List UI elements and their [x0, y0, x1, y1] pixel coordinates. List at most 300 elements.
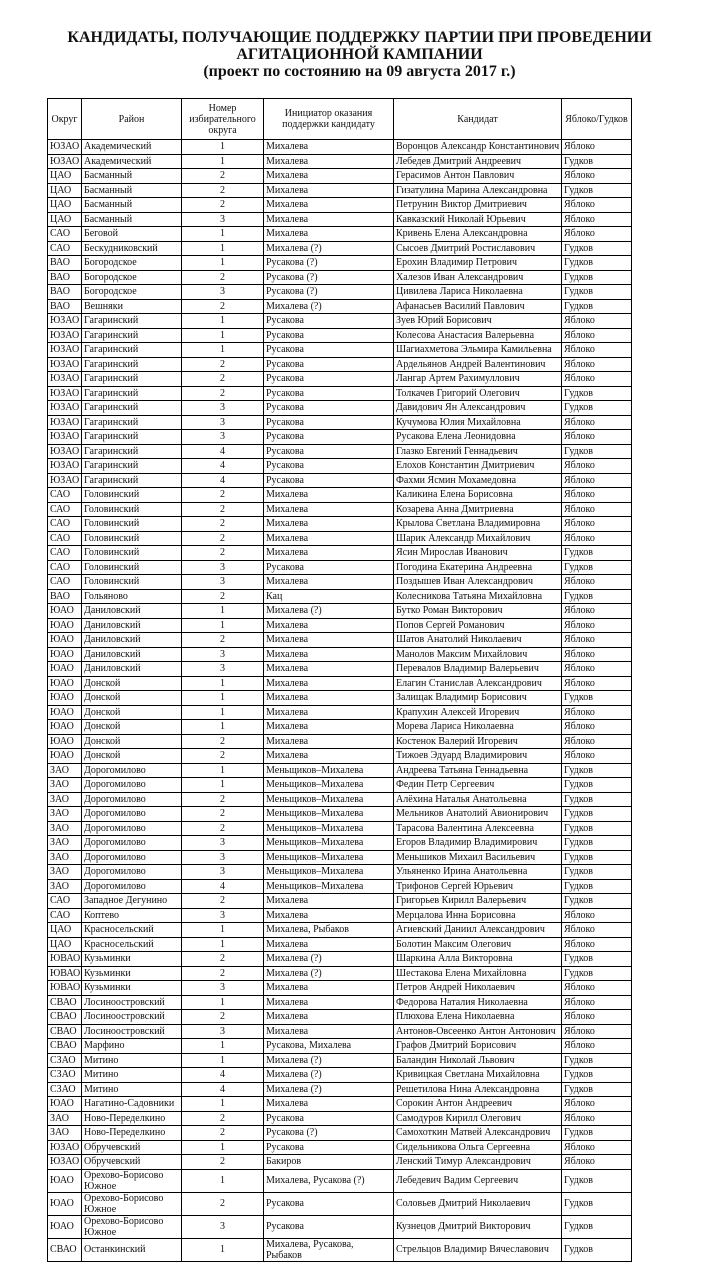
cell-okrug: ЦАО — [48, 923, 82, 938]
cell-okrug: ЮАО — [48, 1215, 82, 1238]
cell-okrug: ЮАО — [48, 734, 82, 749]
cell-nomer: 2 — [182, 488, 264, 503]
cell-okrug: САО — [48, 546, 82, 561]
cell-initiator: Михалева — [264, 575, 394, 590]
cell-okrug: ВАО — [48, 285, 82, 300]
cell-initiator: Михалева — [264, 676, 394, 691]
table-row — [48, 1082, 632, 1097]
table-row — [48, 154, 632, 169]
cell-kandidat: Бутко Роман Викторович — [394, 604, 562, 619]
cell-nomer: 1 — [182, 1238, 264, 1261]
cell-initiator: Русакова — [264, 444, 394, 459]
cell-raion: Орехово-Борисово Южное — [82, 1192, 182, 1215]
cell-nomer: 2 — [182, 502, 264, 517]
cell-nomer: 2 — [182, 1192, 264, 1215]
table-row — [48, 270, 632, 285]
cell-okrug: ЮАО — [48, 720, 82, 735]
table-row — [48, 981, 632, 996]
cell-okrug: ЦАО — [48, 212, 82, 227]
cell-kandidat: Русакова Елена Леонидовна — [394, 430, 562, 445]
cell-initiator: Русакова — [264, 372, 394, 387]
cell-nomer: 3 — [182, 662, 264, 677]
cell-yabloko-gudkov: Яблоко — [562, 473, 632, 488]
cell-nomer: 1 — [182, 995, 264, 1010]
cell-raion: Головинский — [82, 575, 182, 590]
cell-nomer: 2 — [182, 372, 264, 387]
cell-nomer: 2 — [182, 952, 264, 967]
cell-initiator: Русакова — [264, 1192, 394, 1215]
cell-okrug: СВАО — [48, 1010, 82, 1025]
cell-initiator: Михалева — [264, 488, 394, 503]
table-row — [48, 328, 632, 343]
header-yabloko-gudkov: Яблоко/Гудков — [562, 99, 632, 140]
cell-raion: Марфино — [82, 1039, 182, 1054]
table-row — [48, 183, 632, 198]
cell-yabloko-gudkov: Яблоко — [562, 749, 632, 764]
cell-okrug: ВАО — [48, 299, 82, 314]
cell-initiator: Русакова — [264, 473, 394, 488]
cell-yabloko-gudkov: Яблоко — [562, 937, 632, 952]
cell-yabloko-gudkov: Гудков — [562, 546, 632, 561]
cell-kandidat: Шагиахметова Эльмира Камильевна — [394, 343, 562, 358]
table-row — [48, 633, 632, 648]
cell-kandidat: Шаркина Алла Викторовна — [394, 952, 562, 967]
cell-yabloko-gudkov: Яблоко — [562, 995, 632, 1010]
table-row — [48, 285, 632, 300]
cell-initiator: Русакова — [264, 560, 394, 575]
cell-raion: Митино — [82, 1082, 182, 1097]
header-nomer: Номер избирательного округа — [182, 99, 264, 140]
cell-nomer: 3 — [182, 430, 264, 445]
table-row — [48, 662, 632, 677]
cell-raion: Даниловский — [82, 604, 182, 619]
cell-okrug: ЗАО — [48, 865, 82, 880]
cell-raion: Головинский — [82, 517, 182, 532]
cell-initiator: Меньщиков–Михалева — [264, 850, 394, 865]
cell-kandidat: Шарик Александр Михайлович — [394, 531, 562, 546]
cell-okrug: ЗАО — [48, 879, 82, 894]
table-row — [48, 879, 632, 894]
table-row — [48, 357, 632, 372]
cell-yabloko-gudkov: Яблоко — [562, 720, 632, 735]
table-row — [48, 1024, 632, 1039]
cell-initiator: Михалева (?) — [264, 1068, 394, 1083]
cell-nomer: 2 — [182, 517, 264, 532]
table-row — [48, 517, 632, 532]
table-row — [48, 531, 632, 546]
cell-nomer: 4 — [182, 879, 264, 894]
cell-yabloko-gudkov: Гудков — [562, 299, 632, 314]
cell-yabloko-gudkov: Гудков — [562, 444, 632, 459]
cell-okrug: СВАО — [48, 995, 82, 1010]
cell-okrug: ЮЗАО — [48, 444, 82, 459]
table-row — [48, 198, 632, 213]
cell-kandidat: Афанасьев Василий Павлович — [394, 299, 562, 314]
cell-nomer: 1 — [182, 618, 264, 633]
cell-okrug: ЮАО — [48, 705, 82, 720]
cell-yabloko-gudkov: Яблоко — [562, 488, 632, 503]
cell-yabloko-gudkov: Яблоко — [562, 705, 632, 720]
cell-yabloko-gudkov: Гудков — [562, 1126, 632, 1141]
cell-yabloko-gudkov: Гудков — [562, 241, 632, 256]
cell-yabloko-gudkov: Яблоко — [562, 1097, 632, 1112]
cell-initiator: Михалева (?) — [264, 299, 394, 314]
cell-nomer: 4 — [182, 1082, 264, 1097]
cell-okrug: ВАО — [48, 270, 82, 285]
cell-yabloko-gudkov: Яблоко — [562, 328, 632, 343]
cell-okrug: ЮАО — [48, 1169, 82, 1192]
cell-raion: Лосиноостровский — [82, 1010, 182, 1025]
table-row — [48, 792, 632, 807]
cell-raion: Ново-Переделкино — [82, 1111, 182, 1126]
cell-okrug: СВАО — [48, 1238, 82, 1261]
cell-initiator: Михалева, Русакова, Рыбаков — [264, 1238, 394, 1261]
cell-nomer: 2 — [182, 183, 264, 198]
cell-yabloko-gudkov: Гудков — [562, 1238, 632, 1261]
cell-yabloko-gudkov: Яблоко — [562, 415, 632, 430]
cell-raion: Гагаринский — [82, 444, 182, 459]
cell-okrug: ЮЗАО — [48, 154, 82, 169]
cell-raion: Гагаринский — [82, 314, 182, 329]
table-row — [48, 502, 632, 517]
cell-nomer: 1 — [182, 676, 264, 691]
cell-raion: Орехово-Борисово Южное — [82, 1169, 182, 1192]
cell-raion: Обручевский — [82, 1155, 182, 1170]
cell-raion: Гагаринский — [82, 415, 182, 430]
cell-okrug: САО — [48, 560, 82, 575]
cell-raion: Донской — [82, 734, 182, 749]
cell-kandidat: Ленский Тимур Александрович — [394, 1155, 562, 1170]
cell-yabloko-gudkov: Гудков — [562, 807, 632, 822]
cell-okrug: ЮЗАО — [48, 386, 82, 401]
cell-initiator: Михалева — [264, 749, 394, 764]
cell-raion: Дорогомилово — [82, 879, 182, 894]
cell-kandidat: Мерцалова Инна Борисовна — [394, 908, 562, 923]
cell-kandidat: Глазко Евгений Геннадьевич — [394, 444, 562, 459]
cell-raion: Головинский — [82, 546, 182, 561]
cell-initiator: Михалева — [264, 908, 394, 923]
cell-yabloko-gudkov: Гудков — [562, 256, 632, 271]
cell-yabloko-gudkov: Яблоко — [562, 662, 632, 677]
cell-initiator: Михалева — [264, 618, 394, 633]
cell-nomer: 1 — [182, 241, 264, 256]
cell-okrug: ЮЗАО — [48, 343, 82, 358]
cell-okrug: ЦАО — [48, 169, 82, 184]
cell-kandidat: Самохоткин Матвей Александрович — [394, 1126, 562, 1141]
cell-yabloko-gudkov: Яблоко — [562, 575, 632, 590]
cell-raion: Дорогомилово — [82, 836, 182, 851]
cell-kandidat: Сысоев Дмитрий Ростиславович — [394, 241, 562, 256]
cell-nomer: 1 — [182, 1169, 264, 1192]
cell-initiator: Русакова (?) — [264, 285, 394, 300]
cell-okrug: ЗАО — [48, 763, 82, 778]
cell-okrug: ЮВАО — [48, 952, 82, 967]
cell-raion: Ново-Переделкино — [82, 1126, 182, 1141]
cell-nomer: 4 — [182, 444, 264, 459]
cell-kandidat: Фахми Ясмин Мохамедовна — [394, 473, 562, 488]
cell-yabloko-gudkov: Гудков — [562, 850, 632, 865]
cell-okrug: СЗАО — [48, 1082, 82, 1097]
cell-initiator: Михалева — [264, 633, 394, 648]
cell-nomer: 3 — [182, 981, 264, 996]
cell-kandidat: Герасимов Антон Павлович — [394, 169, 562, 184]
cell-initiator: Меньщиков–Михалева — [264, 836, 394, 851]
cell-raion: Митино — [82, 1053, 182, 1068]
cell-yabloko-gudkov: Гудков — [562, 1169, 632, 1192]
cell-raion: Богородское — [82, 270, 182, 285]
table-row — [48, 227, 632, 242]
cell-nomer: 1 — [182, 343, 264, 358]
header-initiator: Инициатор оказания поддержки кандидату — [264, 99, 394, 140]
cell-raion: Дорогомилово — [82, 807, 182, 822]
cell-yabloko-gudkov: Гудков — [562, 894, 632, 909]
table-row — [48, 212, 632, 227]
table-body — [48, 140, 632, 1262]
cell-yabloko-gudkov: Яблоко — [562, 981, 632, 996]
table-row — [48, 1126, 632, 1141]
cell-initiator: Михалева — [264, 1097, 394, 1112]
table-row — [48, 575, 632, 590]
cell-initiator: Русакова (?) — [264, 256, 394, 271]
cell-kandidat: Агиевский Даниил Александрович — [394, 923, 562, 938]
cell-kandidat: Козарева Анна Дмитриевна — [394, 502, 562, 517]
table-row — [48, 995, 632, 1010]
cell-okrug: ЗАО — [48, 1111, 82, 1126]
cell-initiator: Михалева (?) — [264, 1082, 394, 1097]
cell-kandidat: Болотин Максим Олегович — [394, 937, 562, 952]
cell-raion: Останкинский — [82, 1238, 182, 1261]
cell-kandidat: Морева Лариса Николаевна — [394, 720, 562, 735]
cell-okrug: ЮЗАО — [48, 459, 82, 474]
cell-okrug: ЮЗАО — [48, 328, 82, 343]
table-row — [48, 865, 632, 880]
cell-yabloko-gudkov: Гудков — [562, 401, 632, 416]
cell-kandidat: Кривень Елена Александровна — [394, 227, 562, 242]
cell-okrug: САО — [48, 575, 82, 590]
table-row — [48, 749, 632, 764]
cell-kandidat: Меньшиков Михаил Васильевич — [394, 850, 562, 865]
table-row — [48, 546, 632, 561]
cell-raion: Академический — [82, 154, 182, 169]
cell-okrug: ЮАО — [48, 691, 82, 706]
cell-yabloko-gudkov: Яблоко — [562, 676, 632, 691]
table-row — [48, 850, 632, 865]
cell-initiator: Михалева — [264, 154, 394, 169]
table-row — [48, 386, 632, 401]
cell-yabloko-gudkov: Яблоко — [562, 633, 632, 648]
cell-yabloko-gudkov: Гудков — [562, 183, 632, 198]
table-row — [48, 647, 632, 662]
table-row — [48, 720, 632, 735]
cell-nomer: 2 — [182, 1010, 264, 1025]
cell-initiator: Русакова — [264, 386, 394, 401]
cell-nomer: 2 — [182, 589, 264, 604]
cell-raion: Дорогомилово — [82, 821, 182, 836]
cell-initiator: Русакова — [264, 328, 394, 343]
cell-initiator: Михалева — [264, 1010, 394, 1025]
cell-nomer: 3 — [182, 401, 264, 416]
cell-initiator: Русакова, Михалева — [264, 1039, 394, 1054]
cell-raion: Лосиноостровский — [82, 1024, 182, 1039]
table-row — [48, 372, 632, 387]
cell-initiator: Михалева — [264, 140, 394, 155]
cell-okrug: ВАО — [48, 256, 82, 271]
cell-yabloko-gudkov: Гудков — [562, 821, 632, 836]
cell-kandidat: Кучумова Юлия Михайловна — [394, 415, 562, 430]
cell-yabloko-gudkov: Яблоко — [562, 1155, 632, 1170]
cell-raion: Басманный — [82, 212, 182, 227]
cell-kandidat: Гизатулина Марина Александровна — [394, 183, 562, 198]
table-row — [48, 908, 632, 923]
cell-nomer: 3 — [182, 560, 264, 575]
cell-nomer: 2 — [182, 807, 264, 822]
cell-okrug: СЗАО — [48, 1053, 82, 1068]
cell-okrug: ЦАО — [48, 183, 82, 198]
cell-raion: Дорогомилово — [82, 792, 182, 807]
cell-kandidat: Алёхина Наталья Анатольевна — [394, 792, 562, 807]
cell-initiator: Михалева — [264, 227, 394, 242]
cell-nomer: 1 — [182, 705, 264, 720]
cell-raion: Гагаринский — [82, 343, 182, 358]
cell-nomer: 3 — [182, 865, 264, 880]
cell-kandidat: Лебедевич Вадим Сергеевич — [394, 1169, 562, 1192]
cell-raion: Орехово-Борисово Южное — [82, 1215, 182, 1238]
cell-kandidat: Решетилова Нина Александровна — [394, 1082, 562, 1097]
cell-raion: Коптево — [82, 908, 182, 923]
cell-okrug: ЮАО — [48, 647, 82, 662]
cell-yabloko-gudkov: Яблоко — [562, 1140, 632, 1155]
cell-okrug: ЗАО — [48, 778, 82, 793]
cell-kandidat: Петрунин Виктор Дмитриевич — [394, 198, 562, 213]
cell-okrug: САО — [48, 502, 82, 517]
cell-kandidat: Антонов-Овсеенко Антон Антонович — [394, 1024, 562, 1039]
cell-okrug: ЗАО — [48, 821, 82, 836]
cell-initiator: Михалева — [264, 937, 394, 952]
cell-okrug: ЗАО — [48, 850, 82, 865]
cell-initiator: Михалева — [264, 705, 394, 720]
cell-initiator: Михалева (?) — [264, 604, 394, 619]
cell-initiator: Михалева — [264, 691, 394, 706]
cell-raion: Дорогомилово — [82, 778, 182, 793]
cell-okrug: ЮЗАО — [48, 372, 82, 387]
table-row — [48, 343, 632, 358]
cell-yabloko-gudkov: Гудков — [562, 763, 632, 778]
cell-okrug: ЮЗАО — [48, 140, 82, 155]
cell-raion: Донской — [82, 720, 182, 735]
cell-kandidat: Федорова Наталия Николаевна — [394, 995, 562, 1010]
table-row — [48, 415, 632, 430]
cell-kandidat: Лебедев Дмитрий Андреевич — [394, 154, 562, 169]
cell-okrug: ЗАО — [48, 836, 82, 851]
table-row — [48, 604, 632, 619]
table-row — [48, 894, 632, 909]
table-row — [48, 459, 632, 474]
cell-initiator: Михалева — [264, 720, 394, 735]
cell-nomer: 1 — [182, 923, 264, 938]
cell-initiator: Русакова (?) — [264, 270, 394, 285]
table-row — [48, 1155, 632, 1170]
cell-initiator: Михалева — [264, 981, 394, 996]
cell-kandidat: Крапухин Алексей Игоревич — [394, 705, 562, 720]
cell-yabloko-gudkov: Гудков — [562, 836, 632, 851]
cell-initiator: Меньщиков–Михалева — [264, 821, 394, 836]
cell-yabloko-gudkov: Яблоко — [562, 212, 632, 227]
cell-initiator: Михалева — [264, 546, 394, 561]
cell-okrug: САО — [48, 488, 82, 503]
cell-kandidat: Кавказский Николай Юрьевич — [394, 212, 562, 227]
cell-raion: Гагаринский — [82, 372, 182, 387]
table-row — [48, 691, 632, 706]
cell-raion: Бескудниковский — [82, 241, 182, 256]
cell-kandidat: Погодина Екатерина Андреевна — [394, 560, 562, 575]
cell-yabloko-gudkov: Гудков — [562, 1082, 632, 1097]
cell-okrug: ЗАО — [48, 1126, 82, 1141]
cell-initiator: Михалева (?) — [264, 952, 394, 967]
cell-yabloko-gudkov: Гудков — [562, 691, 632, 706]
cell-nomer: 3 — [182, 285, 264, 300]
cell-raion: Головинский — [82, 488, 182, 503]
cell-raion: Басманный — [82, 183, 182, 198]
cell-nomer: 2 — [182, 386, 264, 401]
cell-okrug: ВАО — [48, 589, 82, 604]
cell-yabloko-gudkov: Яблоко — [562, 618, 632, 633]
cell-yabloko-gudkov: Яблоко — [562, 1010, 632, 1025]
cell-yabloko-gudkov: Яблоко — [562, 908, 632, 923]
cell-yabloko-gudkov: Гудков — [562, 778, 632, 793]
cell-okrug: СЗАО — [48, 1068, 82, 1083]
table-row — [48, 430, 632, 445]
table-row — [48, 1140, 632, 1155]
header-kandidat: Кандидат — [394, 99, 562, 140]
cell-yabloko-gudkov: Гудков — [562, 270, 632, 285]
cell-raion: Вешняки — [82, 299, 182, 314]
cell-raion: Обручевский — [82, 1140, 182, 1155]
cell-kandidat: Колесова Анастасия Валерьевна — [394, 328, 562, 343]
cell-initiator: Русакова — [264, 1111, 394, 1126]
cell-kandidat: Трифонов Сергей Юрьевич — [394, 879, 562, 894]
title-line-3: (проект по состоянию на 09 августа 2017 г.) — [203, 63, 516, 80]
cell-raion: Богородское — [82, 256, 182, 271]
cell-kandidat: Петров Андрей Николаевич — [394, 981, 562, 996]
cell-okrug: ЮЗАО — [48, 415, 82, 430]
cell-yabloko-gudkov: Яблоко — [562, 734, 632, 749]
cell-nomer: 3 — [182, 647, 264, 662]
table-row — [48, 488, 632, 503]
cell-kandidat: Григорьев Кирилл Валерьевич — [394, 894, 562, 909]
table-row — [48, 256, 632, 271]
cell-yabloko-gudkov: Яблоко — [562, 227, 632, 242]
table-row — [48, 734, 632, 749]
cell-raion: Гагаринский — [82, 459, 182, 474]
cell-kandidat: Андреева Татьяна Геннадьевна — [394, 763, 562, 778]
cell-yabloko-gudkov: Гудков — [562, 1068, 632, 1083]
cell-kandidat: Халезов Иван Александрович — [394, 270, 562, 285]
table-row — [48, 778, 632, 793]
cell-initiator: Михалева — [264, 198, 394, 213]
cell-raion: Гагаринский — [82, 401, 182, 416]
table-row — [48, 1097, 632, 1112]
cell-raion: Головинский — [82, 531, 182, 546]
table-row — [48, 1169, 632, 1192]
cell-nomer: 1 — [182, 256, 264, 271]
cell-kandidat: Попов Сергей Романович — [394, 618, 562, 633]
cell-initiator: Меньщиков–Михалева — [264, 865, 394, 880]
cell-initiator: Михалева (?) — [264, 241, 394, 256]
cell-kandidat: Сорокин Антон Андреевич — [394, 1097, 562, 1112]
cell-kandidat: Каликина Елена Борисовна — [394, 488, 562, 503]
cell-initiator: Русакова — [264, 357, 394, 372]
cell-raion: Нагатино-Садовники — [82, 1097, 182, 1112]
